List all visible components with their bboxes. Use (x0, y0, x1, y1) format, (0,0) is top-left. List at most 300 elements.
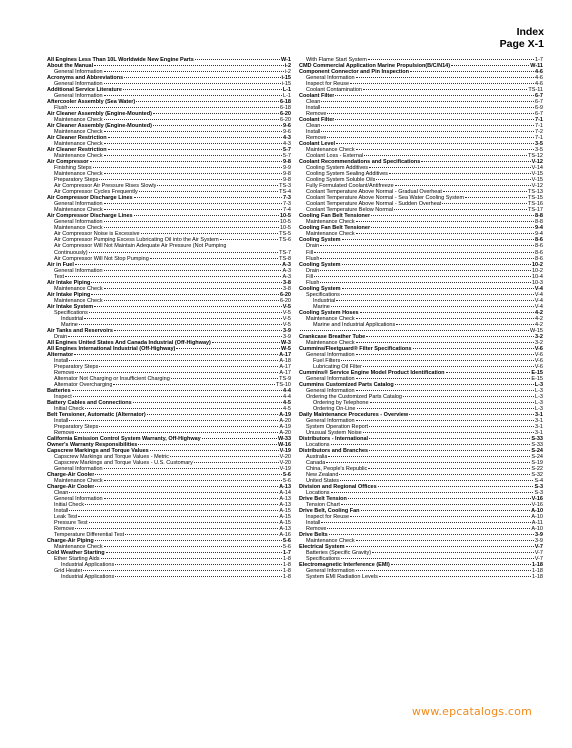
entry-page-ref: W-15 (529, 327, 543, 334)
entry-page-ref: 6-7 (535, 99, 543, 106)
entry-topic: Cummins® Service Engine Model Product Identification (299, 369, 445, 376)
entry-topic: Maintenance Check (54, 478, 103, 485)
entry-topic: System Operation Report (306, 423, 369, 430)
dot-leader (69, 492, 278, 493)
dot-leader (72, 390, 283, 391)
dot-leader (89, 312, 282, 313)
dot-leader (363, 432, 534, 433)
entry-page-ref: TS-6 (279, 237, 291, 244)
dot-leader (115, 564, 282, 565)
dot-leader (356, 540, 534, 541)
entry-page-ref: 3-8 (283, 285, 291, 292)
entry-page-ref: 9-8 (283, 171, 291, 178)
entry-page-ref: 1-7 (283, 550, 291, 557)
dot-leader (85, 408, 282, 409)
entry-page-ref: 1-8 (283, 574, 291, 581)
dot-leader (321, 131, 534, 132)
entry-topic: Air Compressor Will Not Maintain Adequate Air Pressure (Not Pumping (54, 243, 227, 250)
entry-topic: Maintenance Check (306, 538, 355, 545)
dot-leader (369, 426, 534, 427)
entry-page-ref: A-14 (279, 490, 291, 497)
entry-page-ref: 1-18 (531, 568, 543, 575)
dot-leader (348, 498, 531, 499)
entry-page-ref: 4-6 (535, 69, 543, 76)
dot-leader (356, 378, 531, 379)
entry-page-ref: 3-9 (535, 532, 543, 539)
dot-leader (378, 486, 534, 487)
entry-page-ref: 4-2 (535, 315, 543, 322)
dot-leader (364, 155, 527, 156)
entry-topic: Leak Test (54, 514, 78, 521)
dot-leader (443, 191, 527, 192)
entry-page-ref: 8-6 (535, 255, 543, 262)
dot-leader (138, 444, 277, 445)
entry-topic: Install (306, 105, 321, 112)
entry-topic: All Engines Less Than 10L Worldwide New Engine Parts (47, 57, 194, 63)
entry-page-ref: 8-6 (535, 237, 543, 244)
entry-page-ref: E-15 (531, 369, 543, 376)
entry-page-ref: A-11 (531, 520, 543, 527)
dot-leader (114, 330, 282, 331)
entry-page-ref: 6-7 (535, 93, 543, 100)
entry-topic: General Information (54, 201, 103, 208)
dot-leader (141, 233, 279, 234)
entry-page-ref: 3-1 (535, 411, 543, 418)
entry-topic: Air Compressor Discharge Lines (47, 195, 133, 202)
entry-page-ref: E-15 (531, 375, 543, 382)
entry-topic: Division and Regional Offices (299, 484, 377, 491)
entry-topic: Air Compressor Will Not Stop Pumping (54, 255, 149, 262)
entry-page-ref: 4-5 (283, 405, 291, 412)
entry-topic: Cooling System Soluble Oils (306, 177, 376, 184)
entry-page-ref: TS-3 (279, 183, 291, 190)
entry-page-ref: S-4 (534, 478, 543, 485)
entry-page-ref: 10-3 (531, 279, 543, 286)
entry-topic: Air Compressor Air Pressure Rises Slowly (54, 183, 157, 190)
entry-topic: Maintenance Check (54, 117, 103, 124)
entry-topic: Unusual System Noise (306, 429, 362, 436)
dot-leader (104, 227, 279, 228)
entry-page-ref: 3-1 (535, 429, 543, 436)
entry-page-ref: TS-12 (528, 153, 543, 160)
dot-leader (335, 119, 534, 120)
dot-leader (368, 59, 534, 60)
dot-leader (91, 294, 279, 295)
entry-page-ref: A-17 (279, 351, 291, 358)
dot-leader (104, 209, 282, 210)
dot-leader (442, 203, 527, 204)
entry-page-ref: A-13 (279, 496, 291, 503)
dot-leader (342, 239, 534, 240)
entry-page-ref: A-17 (279, 363, 291, 370)
dot-leader (89, 252, 278, 253)
dot-leader (372, 552, 534, 553)
dot-leader (357, 408, 535, 409)
entry-page-ref: 9-8 (283, 177, 291, 184)
entry-topic: General Information (306, 375, 355, 382)
entry-topic: Marine (313, 303, 330, 310)
entry-topic: Install (54, 417, 69, 424)
entry-topic: Fuel Filters (313, 357, 341, 364)
entry-page-ref: 10-5 (279, 219, 291, 226)
dot-leader (90, 161, 282, 162)
entry-page-ref: W-11 (530, 63, 543, 70)
entry-topic: General Information (306, 351, 355, 358)
dot-leader (68, 107, 279, 108)
dot-leader (360, 312, 534, 313)
dot-leader (403, 396, 534, 397)
entry-page-ref: i-2 (284, 69, 291, 76)
entry-topic: Ordering the Customized Parts Catalog (306, 393, 402, 400)
entry-page-ref: 4-4 (283, 393, 291, 400)
entry-page-ref: A-3 (282, 267, 291, 274)
entry-topic: Marine (61, 321, 78, 328)
entry-page-ref: V-7 (534, 556, 543, 563)
entry-topic: Flush (306, 279, 320, 286)
dot-leader (83, 570, 282, 571)
dot-leader (335, 95, 534, 96)
entry-topic: Initial Check (54, 502, 84, 509)
entry-topic: Alternator (47, 351, 74, 358)
dot-leader (69, 510, 278, 511)
entry-page-ref: 7-1 (535, 117, 543, 124)
entry-page-ref: TS-5 (279, 231, 291, 238)
entry-page-ref: L-3 (534, 381, 543, 388)
dot-leader (94, 306, 282, 307)
dot-leader (321, 522, 530, 523)
entry-topic: Alternator Not Charging or Insufficient Charging (54, 375, 170, 382)
entry-topic: Coolant Temperature Above Normal - Gradual Overheat (306, 189, 442, 196)
entry-page-ref: 4-2 (535, 309, 543, 316)
entry-page-ref: 10-2 (531, 267, 543, 274)
entry-page-ref: V-16 (531, 502, 543, 509)
entry-page-ref: 9-4 (535, 231, 543, 238)
dot-leader (356, 77, 534, 78)
entry-page-ref: A-20 (279, 429, 291, 436)
dot-leader (366, 336, 534, 337)
entry-page-ref: TS-17 (528, 207, 543, 214)
dot-leader (124, 77, 280, 78)
entry-topic: Electromagnetic Interference (EMI) (299, 562, 390, 569)
entry-page-ref: S-3 (534, 484, 543, 491)
entry-page-ref: V-5 (282, 321, 291, 328)
entry-topic: Test (54, 273, 65, 280)
entry-page-ref: 10-5 (279, 225, 291, 232)
dot-leader (363, 89, 527, 90)
index-column-left (47, 57, 291, 580)
entry-page-ref: 7-1 (535, 123, 543, 130)
entry-page-ref: 3-9 (283, 327, 291, 334)
entry-page-ref: 4-6 (535, 81, 543, 88)
entry-page-ref: S-19 (531, 460, 543, 467)
dot-leader (391, 564, 531, 565)
entry-topic: Batteries (47, 387, 71, 394)
dot-leader (157, 185, 278, 186)
dot-leader (69, 360, 278, 361)
dot-leader (331, 492, 534, 493)
dot-leader (369, 167, 531, 168)
entry-topic: General Information (54, 466, 103, 473)
entry-page-ref: 3-9 (535, 538, 543, 545)
entry-page-ref: V-12 (531, 183, 543, 190)
dot-leader (104, 288, 282, 289)
dot-leader (327, 113, 534, 114)
entry-page-ref: S-32 (531, 472, 543, 479)
entry-topic: Charge-Air Cooler (47, 472, 95, 479)
entry-topic: Install (54, 508, 69, 515)
dot-leader (327, 528, 530, 529)
entry-topic: Belt Tensioner, Automatic (Alternator) (47, 411, 146, 418)
dot-leader (115, 576, 282, 577)
entry-page-ref: 6-18 (279, 105, 291, 112)
entry-page-ref: 10-2 (531, 261, 543, 268)
dot-leader (95, 474, 282, 475)
entry-page-ref: 3-5 (535, 147, 543, 154)
entry-topic: Maintenance Check (54, 225, 103, 232)
entry-page-ref: 6-18 (279, 99, 291, 106)
entry-page-ref: L-3 (535, 387, 543, 394)
entry-page-ref: TS-16 (528, 201, 543, 208)
entry-page-ref: 5-7 (283, 153, 291, 160)
entry-page-ref: W-3 (281, 339, 291, 346)
dot-leader (409, 414, 534, 415)
index-title: Index (516, 26, 544, 38)
entry-page-ref: 8-6 (535, 243, 543, 250)
entry-page-ref: 6-20 (279, 117, 291, 124)
entry-page-ref: i-2 (284, 63, 291, 70)
entry-page-ref: W-5 (281, 345, 291, 352)
entry-topic: Fill (306, 273, 314, 280)
entry-topic: System EMI Radiation Levels (306, 574, 378, 581)
dot-leader (356, 354, 534, 355)
entry-topic: Locations (306, 490, 330, 497)
entry-page-ref: S-24 (531, 454, 543, 461)
entry-topic: Preparatory Steps (54, 177, 99, 184)
entry-page-ref: A-19 (279, 411, 291, 418)
entry-page-ref: A-15 (279, 514, 291, 521)
entry-topic: Distributors - International (299, 435, 369, 442)
entry-topic: Clean (306, 99, 321, 106)
entry-page-ref: A-15 (279, 508, 291, 515)
entry-topic: Coolant Temperature Above Normal - Sea Water Cooling System (306, 195, 465, 202)
entry-topic: Specifications (54, 309, 88, 316)
entry-topic: Charge-Air Piping (47, 538, 94, 545)
entry-topic: Batteries (Specific Gravity) (306, 550, 372, 557)
dot-leader (99, 426, 278, 427)
entry-topic: Cooling System Hoses (299, 309, 359, 316)
dot-leader (379, 576, 531, 577)
entry-page-ref: V-15 (531, 171, 543, 178)
page-number: Page X-1 (499, 38, 544, 50)
dot-leader (104, 95, 282, 96)
entry-topic: Industrial Applications (61, 574, 115, 581)
dot-leader (342, 288, 534, 289)
dot-leader (75, 372, 278, 373)
dot-leader (134, 215, 279, 216)
dot-leader (75, 528, 278, 529)
entry-page-ref: 3-2 (535, 339, 543, 346)
entry-page-ref: L-3 (535, 399, 543, 406)
entry-topic: Cooling System (299, 237, 341, 244)
entry-page-ref: L-1 (283, 93, 291, 100)
dot-leader (212, 342, 280, 343)
dot-leader (314, 276, 531, 277)
entry-topic: General Information (54, 219, 103, 226)
dot-leader (220, 239, 278, 240)
dot-leader (134, 197, 282, 198)
entry-topic: Maintenance Check (306, 219, 355, 226)
entry-page-ref: 6-20 (279, 111, 291, 118)
entry-topic: General Information (54, 267, 103, 274)
entry-page-ref: V-4 (534, 303, 543, 310)
entry-page-ref: S-22 (531, 466, 543, 473)
dot-leader (74, 354, 278, 355)
entry-page-ref: 5-6 (283, 472, 291, 479)
entry-page-ref: 4-6 (535, 75, 543, 82)
entry-page-ref: 4-3 (283, 141, 291, 148)
dot-leader (104, 71, 284, 72)
dot-leader (328, 456, 530, 457)
entry-topic: Canada (306, 460, 326, 467)
dot-leader (356, 233, 534, 234)
dot-leader (320, 270, 531, 271)
entry-page-ref: V-4 (534, 291, 543, 298)
entry-page-ref: i-15 (281, 75, 291, 82)
entry-page-ref: 10-5 (279, 213, 291, 220)
entry-topic: Aftercooler Assembly (Sea Water) (47, 99, 136, 106)
entry-page-ref: A-16 (279, 532, 291, 539)
dot-leader (371, 227, 534, 228)
entry-topic: Component Connector and Pin Inspection (299, 69, 409, 76)
entry-page-ref: V-12 (531, 159, 543, 166)
entry-page-ref: 4-4 (283, 387, 291, 394)
entry-topic: Flush (54, 105, 68, 112)
entry-page-ref: TS-4 (279, 189, 291, 196)
entry-topic: Industrial Applications (61, 562, 115, 569)
entry-topic: Preparatory Steps (54, 423, 99, 430)
entry-page-ref: L-3 (535, 393, 543, 400)
entry-topic: Flush (306, 255, 320, 262)
entry-page-ref: i-15 (281, 81, 291, 88)
entry-topic: Preparatory Steps (54, 363, 99, 370)
dot-leader (95, 486, 278, 487)
entry-topic: Maintenance Check (54, 153, 103, 160)
page-header (500, 26, 544, 50)
entry-page-ref: L-3 (535, 405, 543, 412)
dot-leader (99, 179, 282, 180)
entry-topic: Air Intake System (47, 303, 94, 310)
dot-leader (350, 83, 534, 84)
entry-topic: Coolant Level (299, 141, 336, 148)
dot-leader (85, 504, 278, 505)
entry-topic: General Information (306, 417, 355, 424)
dot-leader (136, 101, 279, 102)
entry-topic: Maintenance Check (54, 141, 103, 148)
entry-page-ref: 5-6 (283, 544, 291, 551)
entry-topic: Cold Weather Starting (47, 550, 105, 557)
dot-leader (395, 384, 534, 385)
entry-page-ref: L-1 (282, 87, 291, 94)
entry-page-ref: 6-20 (279, 297, 291, 304)
entry-topic: Maintenance Check (54, 171, 103, 178)
dot-leader (321, 107, 534, 108)
entry-page-ref: 9-8 (283, 159, 291, 166)
dot-leader (321, 101, 534, 102)
entry-topic: Air Intake Piping (47, 279, 91, 286)
entry-page-ref: A-13 (279, 502, 291, 509)
entry-page-ref: S-24 (531, 448, 543, 455)
entry-topic: Alternator Overcharging (54, 381, 113, 388)
dot-leader (153, 125, 282, 126)
entry-page-ref: TS-15 (528, 195, 543, 202)
entry-topic: Maintenance Check (54, 297, 103, 304)
watermark-text: www.epcatalogs.com (411, 705, 532, 718)
entry-topic: Air Compressor (47, 159, 89, 166)
dot-leader (350, 516, 530, 517)
dot-leader (413, 348, 534, 349)
entry-page-ref: 9-6 (283, 129, 291, 136)
entry-page-ref: W-1 (281, 57, 291, 63)
entry-page-ref: 8-8 (535, 213, 543, 220)
entry-page-ref: A-10 (531, 514, 543, 521)
entry-topic: Electrical System (299, 544, 345, 551)
entry-topic: Air Cleaner Restriction (47, 147, 107, 154)
entry-page-ref: 5-6 (283, 478, 291, 485)
entry-topic: Ether Starting Aids (54, 556, 100, 563)
entry-topic: Lubricating Oil Filter (313, 363, 362, 370)
dot-leader (341, 558, 534, 559)
entry-page-ref: TS-10 (276, 381, 291, 388)
entry-topic: Remove (306, 111, 327, 118)
entry-page-ref: V-5 (282, 303, 291, 310)
entry-topic: Air Tanks and Reservoirs (47, 327, 113, 334)
entry-page-ref: 7-3 (283, 195, 291, 202)
entry-page-ref: V-6 (534, 351, 543, 358)
entry-page-ref: 3-9 (283, 333, 291, 340)
entry-topic: Drive Belts (299, 532, 328, 539)
dot-leader (104, 468, 279, 469)
entry-page-ref: A-3 (282, 261, 291, 268)
entry-topic: With Flame Start System (306, 57, 367, 63)
dot-leader (340, 480, 533, 481)
entry-topic: United States (306, 478, 340, 485)
entry-topic: Acronyms and Abbreviations (47, 75, 124, 82)
entry-topic: All Engines United States And Canada Industrial (Off-Highway) (47, 339, 211, 346)
entry-topic: Install (306, 520, 321, 527)
entry-topic: Additional Service Literature (47, 87, 122, 94)
entry-topic: Ordering On-Line (313, 405, 356, 412)
entry-topic: General Information (306, 75, 355, 82)
entry-page-ref: 3-8 (283, 279, 291, 286)
entry-page-ref: 6-9 (535, 105, 543, 112)
entry-page-ref: 8-6 (535, 249, 543, 256)
dot-leader (356, 221, 534, 222)
entry-topic: Cummins/Fleetguard® Filter Specifications (299, 345, 412, 352)
entry-page-ref: V-6 (534, 363, 543, 370)
entry-topic: General Information (54, 81, 103, 88)
dot-leader (89, 522, 279, 523)
dot-leader (104, 300, 279, 301)
entry-topic: Ordering by Telephone (313, 399, 369, 406)
entry-topic: Capscrew Markings and Torque Values (47, 448, 149, 455)
entry-topic: New Zealand (306, 472, 339, 479)
entry-page-ref: V-5 (282, 315, 291, 322)
entry-topic: Coolant Filter (299, 117, 335, 124)
dot-leader (150, 258, 278, 259)
entry-topic: Maintenance Check (306, 231, 355, 238)
dot-leader (356, 420, 534, 421)
dot-leader (369, 450, 530, 451)
